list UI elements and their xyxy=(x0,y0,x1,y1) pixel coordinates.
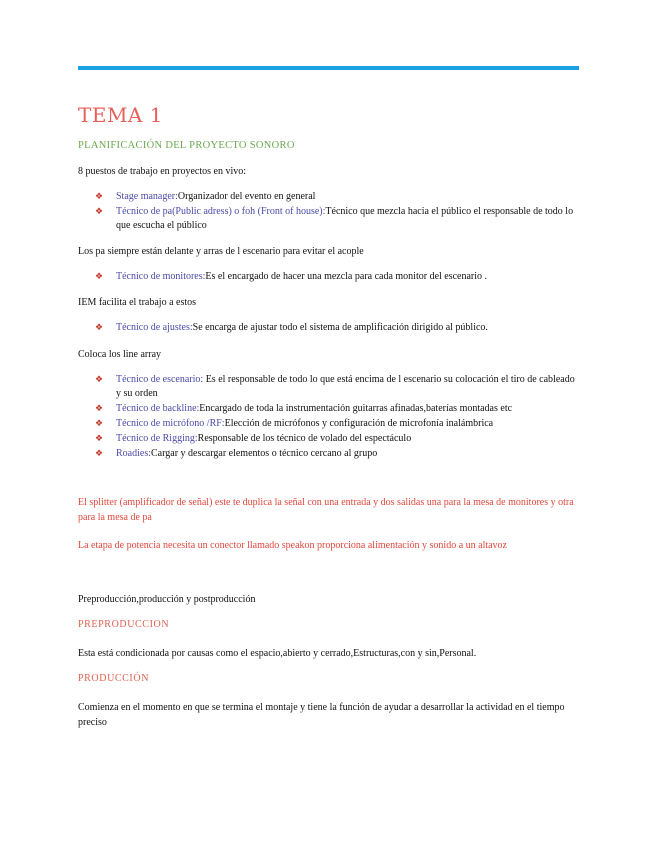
job-term: Técnico de micrófono /RF: xyxy=(116,417,225,429)
list-item xyxy=(95,205,580,232)
job-list-1 xyxy=(95,190,580,234)
diamond-bullet-icon: ❖ xyxy=(95,271,104,281)
job-description: Se encarga de ajustar todo el sistema de amplificación dirigido al público. xyxy=(192,322,488,333)
preproduccion-paragraph: Esta está condicionada por causas como el espacio,abierto y cerrado,Estructuras,con y sin,Personal. xyxy=(78,648,477,659)
job-description: Cargar y descargar elementos o técnico cercano al grupo xyxy=(151,447,378,459)
job-term: Técnico de pa(Public adress) o foh (Front of house): xyxy=(116,206,326,217)
job-term: Técnico de Rigging: xyxy=(116,432,198,444)
page-title: TEMA 1 xyxy=(78,103,163,127)
page-subtitle: PLANIFICACIÓN DEL PROYECTO SONORO xyxy=(78,140,295,151)
intro-paragraph: 8 puestos de trabajo en proyectos en vivo: xyxy=(78,166,247,177)
job-term: Stage manager: xyxy=(116,191,178,202)
job-description: Organizador del evento en general xyxy=(177,191,316,202)
power-stage-note: La etapa de potencia necesita un conector llamado speakon proporciona alimentación y sonido a un altavoz xyxy=(78,540,507,551)
diamond-bullet-icon: ❖ xyxy=(95,191,104,201)
job-description: Es el encargado de hacer una mezcla para cada monitor del escenario . xyxy=(205,271,488,282)
list-item xyxy=(95,432,580,446)
job-list-4 xyxy=(95,373,580,462)
list-item xyxy=(95,417,580,431)
job-list-3 xyxy=(95,321,580,336)
diamond-bullet-icon: ❖ xyxy=(95,322,104,332)
diamond-bullet-icon: ❖ xyxy=(95,374,104,384)
splitter-note: El splitter (amplificador de señal) este te duplica la señal con una entrada y dos salidas una para la mesa de monitores y otra para la mesa de pa xyxy=(78,497,574,523)
job-term: Técnico de backline: xyxy=(116,402,200,414)
list-item xyxy=(95,190,580,204)
job-list-2 xyxy=(95,270,580,285)
section-heading-preproduccion: PREPRODUCCION xyxy=(78,619,170,630)
diamond-bullet-icon: ❖ xyxy=(95,447,104,458)
production-phases-paragraph: Preproducción,producción y postproducción xyxy=(78,594,256,605)
job-description: Es el responsable de todo lo que está encima de l escenario su colocación el tiro de cableado y su orden xyxy=(116,374,575,399)
diamond-bullet-icon: ❖ xyxy=(95,402,104,413)
list-item xyxy=(95,447,580,461)
iem-paragraph: IEM facilita el trabajo a estos xyxy=(78,297,197,308)
job-description: Responsable de los técnico de volado del espectáculo xyxy=(197,432,412,444)
header-rule xyxy=(78,66,579,70)
job-term: Técnico de monitores: xyxy=(116,271,206,282)
job-description: Elección de micrófonos y configuración de microfonía inalámbrica xyxy=(224,417,494,429)
list-item xyxy=(95,270,580,284)
diamond-bullet-icon: ❖ xyxy=(95,432,104,443)
job-term: Técnico de escenario: xyxy=(116,374,204,385)
diamond-bullet-icon: ❖ xyxy=(95,417,104,428)
list-item xyxy=(95,402,580,416)
list-item xyxy=(95,321,580,335)
produccion-paragraph: Comienza en el momento en que se termina el montaje y tiene la función de ayudar a desarrollar la actividad en el tiempo preciso xyxy=(78,702,565,728)
job-term: Técnico de ajustes: xyxy=(116,322,193,333)
pa-paragraph: Los pa siempre están delante y arras de l escenario para evitar el acople xyxy=(78,246,364,257)
job-description: Encargado de toda la instrumentación guitarras afinadas,baterías montadas etc xyxy=(199,402,513,414)
list-item xyxy=(95,373,580,400)
job-term: Roadies: xyxy=(116,447,151,459)
section-heading-produccion: PRODUCCIÓN xyxy=(78,673,150,684)
line-array-paragraph: Coloca los line array xyxy=(78,349,162,360)
diamond-bullet-icon: ❖ xyxy=(95,206,104,216)
job-description: Técnico que mezcla hacia el público el responsable de todo lo que escucha el público xyxy=(116,206,574,231)
